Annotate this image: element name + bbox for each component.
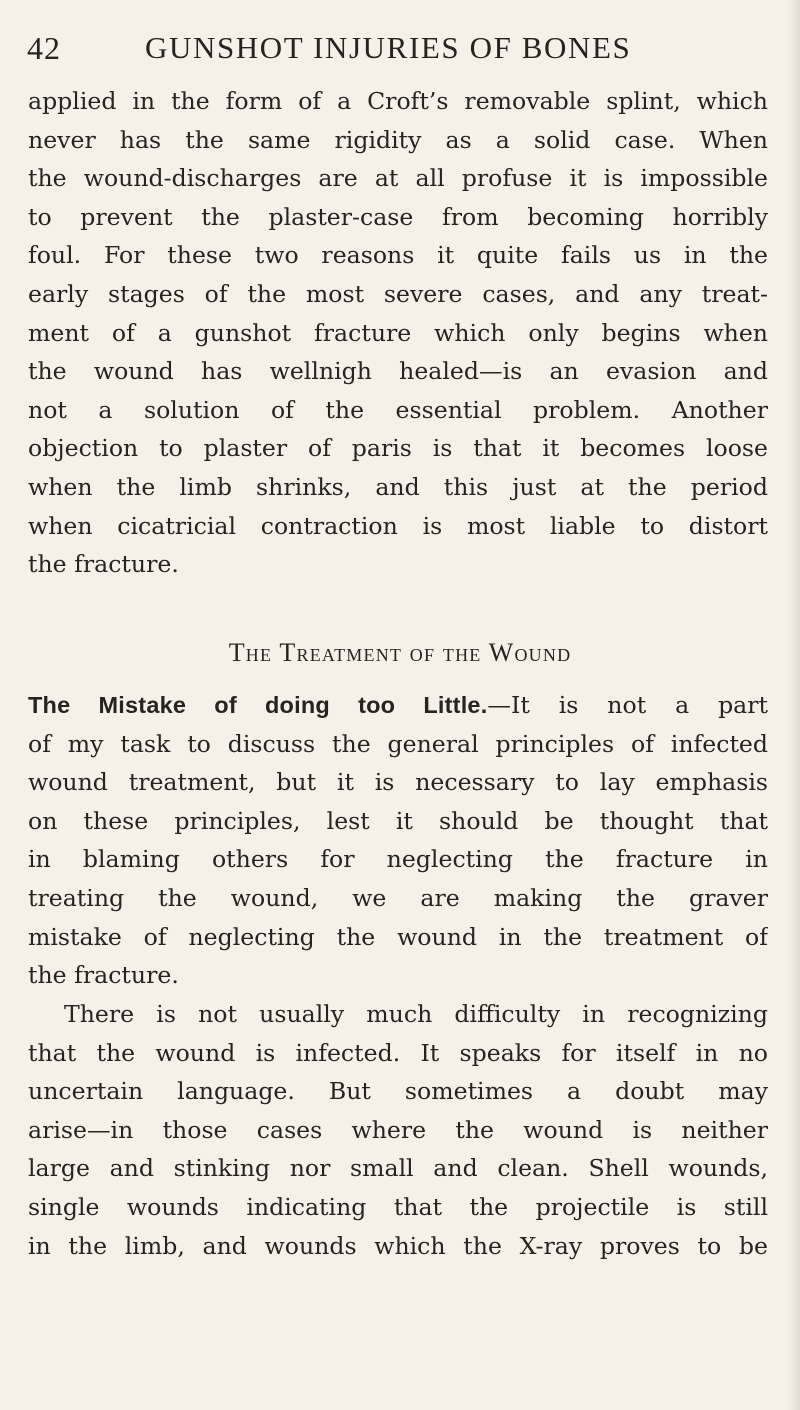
text-line: mistake of neglecting the wound in the treatment of [28,922,768,951]
page-number: 42 [27,30,61,66]
text-line: There is not usually much difficulty in recognizing [64,1000,768,1028]
text-line: objection to plaster of paris is that it becomes loose [28,434,768,463]
running-head [27,22,772,74]
text-line: in blaming others for neglecting the fracture in [28,845,768,874]
page-edge-shadow [786,0,800,1410]
text-line: foul. For these two reasons it quite fails us in the [28,241,768,270]
text-line: large and stinking nor small and clean. Shell wounds, [28,1154,768,1183]
paragraph-2 [28,686,768,995]
run-in-continuation: —It is not a part [487,691,768,719]
text-line: to prevent the plaster-case from becoming horribly [28,202,768,231]
paragraph-3 [28,995,768,1265]
text-line: the wound has wellnigh healed—is an evasion and [28,357,768,386]
text-line: applied in the form of a Croft’s removable splint, which [28,87,768,115]
text-line: the fracture. [28,550,179,579]
text-line: wound treatment, but it is necessary to lay emphasis [28,768,768,797]
text-line: early stages of the most severe cases, and any treat- [28,279,768,308]
text-line: when the limb shrinks, and this just at the period [28,472,768,501]
text-line: single wounds indicating that the projectile is still [28,1192,768,1221]
run-in-title: The Mistake of doing too Little. [28,692,488,718]
running-title: GUNSHOT INJURIES OF BONES [145,30,632,65]
text-line: of my task to discuss the general principles of infected [28,729,768,758]
text-line: in the limb, and wounds which the X-ray proves to be [28,1231,768,1260]
text-line-run-in [28,686,768,725]
text-line: arise—in those cases where the wound is neither [28,1115,768,1144]
text-line: the wound-discharges are at all profuse it is impossible [28,164,768,193]
text-line: never has the same rigidity as a solid case. When [28,125,768,154]
text-line: on these principles, lest it should be thought that [28,806,768,835]
text-line: ment of a gunshot fracture which only begins when [28,318,768,347]
section-heading: The Treatment of the Wound [228,638,572,667]
text-line: that the wound is infected. It speaks for itself in no [28,1038,768,1067]
text-line: the fracture. [28,961,179,990]
text-line: not a solution of the essential problem. Another [28,395,768,424]
text-line: uncertain language. But sometimes a doubt may [28,1077,768,1106]
text-line: when cicatricial contraction is most liable to distort [28,511,768,540]
text-line: treating the wound, we are making the graver [28,883,768,912]
paragraph-1 [28,82,768,584]
